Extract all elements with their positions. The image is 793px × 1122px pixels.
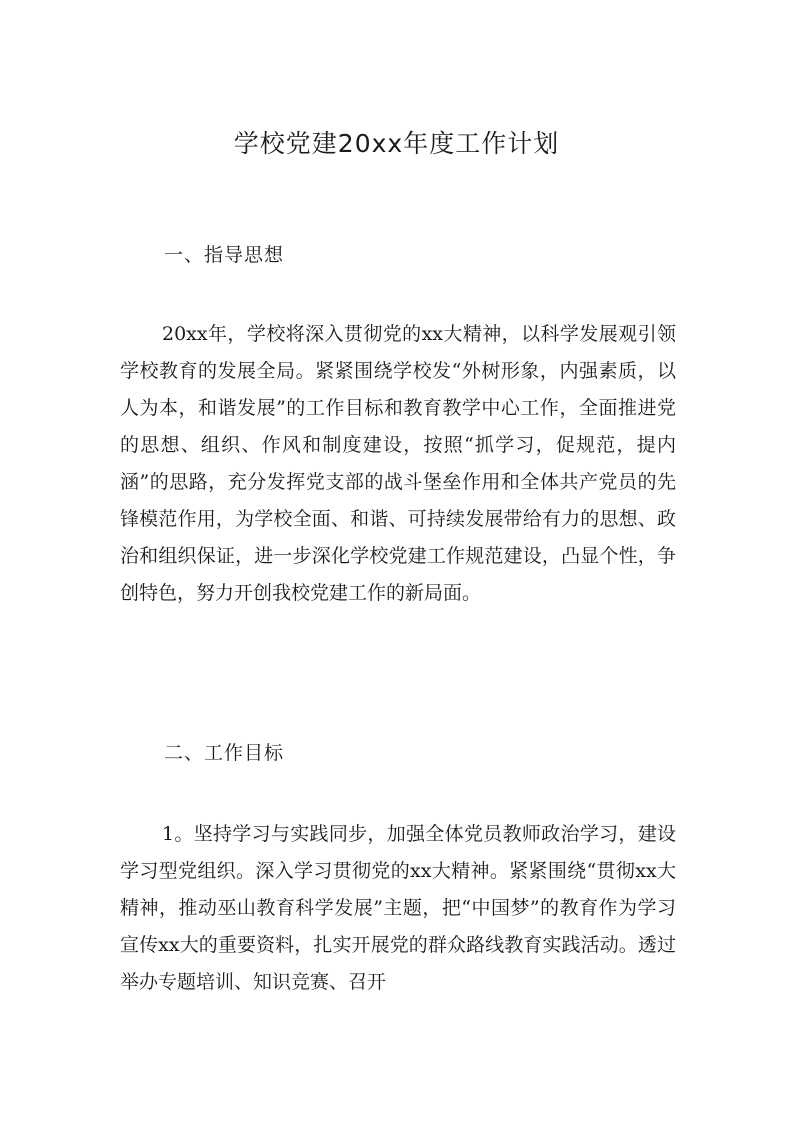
section-paragraph-work-goals: 1。坚持学习与实践同步，加强全体党员教师政治学习，建设学习型党组织。深入学习贯彻党的xx大精神。紧紧围绕“贯彻xx大精神，推动巫山教育科学发展”主题，把“中国梦”的教育作为学习宣传xx大的重要资料，扎实开展党的群众路线教育实践活动。透过举办专题培训、知识竞赛、召开	[120, 823, 676, 993]
section-heading-work-goals: 二、工作目标	[164, 742, 285, 764]
section-paragraph-guiding-thought: 20xx年，学校将深入贯彻党的xx大精神，以科学发展观引领学校教育的发展全局。紧紧围绕学校发“外树形象，内强素质，以人为本，和谐发展”的工作目标和教育教学中心工作，全面推进党的思想、组织、作风和制度建设，按照“抓学习，促规范，提内涵”的思路，充分发挥党支部的战斗堡垒作用和全体共产党员的先锋模范作用，为学校全面、和谐、可持续发展带给有力的思想、政治和组织保证，进一步深化学校党建工作规范建设，凸显个性，争创特色，努力开创我校党建工作的新局面。	[120, 323, 676, 604]
document-title: 学校党建20xx年度工作计划	[233, 129, 560, 158]
section-heading-guiding-thought: 一、指导思想	[164, 244, 285, 266]
